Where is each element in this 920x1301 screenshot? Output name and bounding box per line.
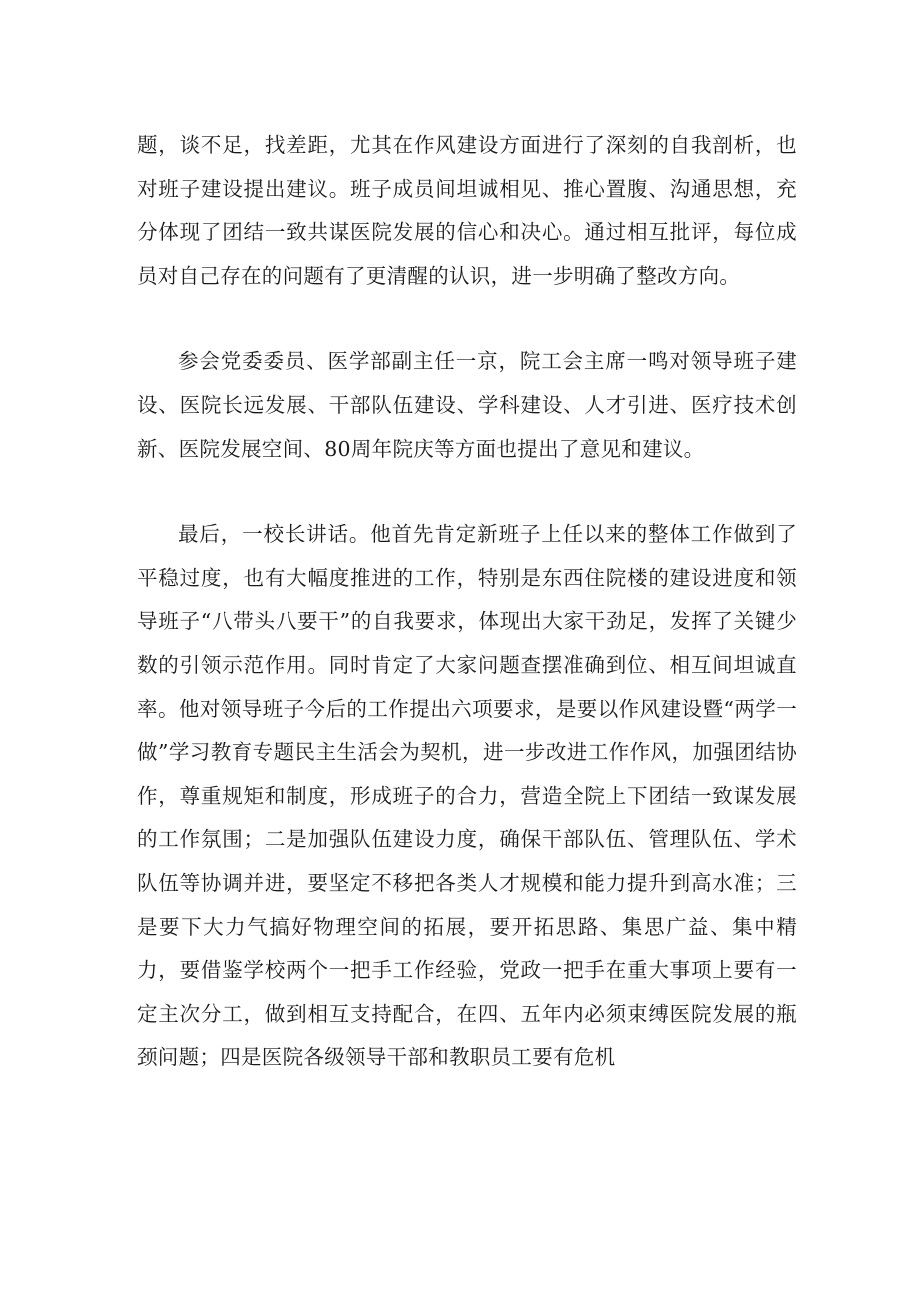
paragraph-2: 参会党委委员、医学部副主任一京，院工会主席一鸣对领导班子建设、医院长远发展、干部队伍建设、学科建设、人才引进、医疗技术创新、医院发展空间、80周年院庆等方面也提出了意见和建议。 [137, 349, 797, 461]
document-body [137, 124, 797, 1080]
paragraph-1: 题，谈不足，找差距，尤其在作风建设方面进行了深刻的自我剖析，也对班子建设提出建议。班子成员间坦诚相见、推心置腹、沟通思想，充分体现了团结一致共谋医院发展的信心和决心。通过相互批评，每位成员对自己存在的问题有了更清醒的认识，进一步明确了整改方向。 [137, 133, 797, 288]
paragraph-gap [137, 298, 797, 340]
paragraph-gap [137, 471, 797, 513]
paragraph-3: 最后，一校长讲话。他首先肯定新班子上任以来的整体工作做到了平稳过度，也有大幅度推进的工作，特别是东西住院楼的建设进度和领导班子“八带头八要干”的自我要求，体现出大家干劲足，发挥了关键少数的引领示范作用。同时肯定了大家问题查摆准确到位、相互间坦诚直率。他对领导班子今后的工作提出六项要求，是要以作风建设暨“两学一做”学习教育专题民主生活会为契机，进一步改进工作作风，加强团结协作，尊重规矩和制度，形成班子的合力，营造全院上下团结一致谋发展的工作氛围；二是加强队伍建设力度，确保干部队伍、管理队伍、学术队伍等协调并进，要坚定不移把各类人才规模和能力提升到高水准；三是要下大力气搞好物理空间的拓展，要开拓思路、集思广益、集中精力，要借鉴学校两个一把手工作经验，党政一把手在重大事项上要有一定主次分工，做到相互支持配合，在四、五年内必须束缚医院发展的瓶颈问题；四是医院各级领导干部和教职员工要有危机 [137, 522, 797, 1070]
